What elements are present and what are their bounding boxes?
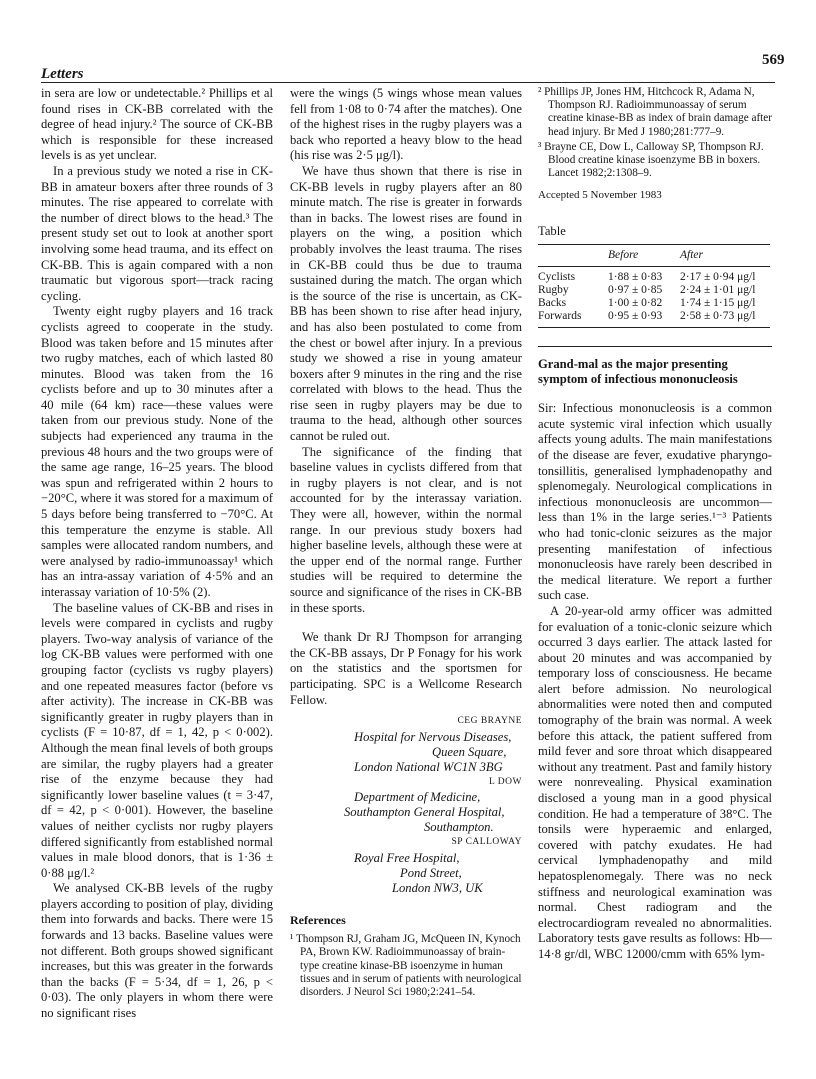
paragraph: In a previous study we noted a rise in CK-BB in amateur boxers after three rounds of 3 minutes. The rise appeared to correlate with the number of direct blows to the head.³ The present study set out to look at another sport involving some head trauma, and its effect on CK-BB. This is again compared with a non traumatic but vigorous sport—track racing cycling. [41, 163, 273, 303]
table-cell: Rugby [538, 284, 569, 297]
address-line: London National WC1N 3BG [354, 759, 503, 774]
paragraph: We have thus shown that there is rise in CK-BB levels in rugby players after an 80 minute match. The rise is greater in forwards than in backs. The lowest rises are found in players on the wing, a position which probably involves the least trauma. The rises in CK-BB could thus be due to trauma sustained during the match. The organ which is the source of the rise is uncertain, as CK-BB has been shown to rise after head injury, and has also been postulated to come from the chest or bowel after injury. In a previous study we showed a rise in young amateur boxers after 9 minutes in the ring and the rise correlated with blows to the head. Thus the rise seen in rugby players may be due to trauma to the head, although other sources cannot be ruled out. [290, 163, 522, 444]
table-header-row [538, 244, 770, 267]
paragraph: The significance of the finding that baseline values in cyclists differed from that in rugby players is not clear, and is not accounted for by the interassay variation. They were all, however, within the normal range. In our previous study boxers had higher baseline levels, although these were at the upper end of the normal range. Further studies will be required to determine the source and significance of the rises in CK-BB in these sports. [290, 444, 522, 615]
table-title: Table [538, 224, 566, 239]
paragraph: Sir: Infectious mononucleosis is a common acute systemic viral infection which usually affects young adults. The main manifestations of the disease are fever, exudative pharyngo-tonsillitis, generalised lymphadenopathy and splenomegaly. Neurological complications in infectious mononucleosis are uncommon—less than 1% in the large series.¹⁻³ Patients who had tonic-clonic seizures as the major presenting manifestation of infectious mononucleosis have rarely been described in the medical literature. We report a further such case. [538, 401, 772, 603]
article-title: Grand-mal as the major presenting symptom of infectious mononucleosis [538, 357, 738, 387]
table-cell: 0·97 ± 0·85 [608, 284, 663, 297]
reference-item: ² Phillips JP, Jones HM, Hitchcock R, Adama N, Thompson RJ. Radioimmunoassay of serum creatine kinase-BB as index of brain damage after head injury. Br Med J 1980;281:777–9. [538, 86, 772, 138]
table-cell: 1·00 ± 0·82 [608, 297, 663, 310]
table-cell: 0·95 ± 0·93 [608, 310, 680, 328]
paragraph: We analysed CK-BB levels of the rugby players according to position of play, dividing them into forwards and backs. There were 15 forwards and 13 backs. Baseline values were not different. Both groups showed significant increases, but this was greater in the forwards than the backs (F = 5·34, df = 1, 26, p < 0·03). The only players in whom there were no significant rises [41, 881, 273, 1021]
address-line: Pond Street, [400, 865, 462, 880]
reference-item: ¹ Thompson RJ, Graham JG, McQueen IN, Kynoch PA, Brown KW. Radioimmunoassay of brain-type creatine kinase-BB isoenzyme in human tissues and in serum of patients with neurological disorders. J Neurol Sci 1980;2:241–54. [290, 933, 522, 998]
column-2 [290, 86, 522, 1001]
paragraph: A 20-year-old army officer was admitted for evaluation of a tonic-clonic seizure which occurred 3 days earlier. The attack lasted for about 20 minutes and was accompanied by temporary loss of consciousness. He became alert before admission. No neurological abnormalities were noted then and computed tomography of the brain was normal. A week before this attack, the patient suffered from mild fever and sore throat which disappeared without any treatment. Past and family history were nonrevealing. Physical examination disclosed a young man in a good physical condition. He had a temperature of 38°C. The tonsils were hyperaemic and enlarged, covered with patchy exudates. He had cervical lymphadenopathy and mild hepatosplenomegaly. There was no neck stiffness and neurological examination was normal. Chest radiogram and the electrocardiogram revealed no abnormalities. Laboratory tests gave results as follows: Hb—14·8 gr/dl, WBC 12000/cmm with 65% lym- [538, 603, 772, 961]
address-line: Queen Square, [432, 744, 507, 759]
page-number: 569 [762, 52, 785, 68]
author-name: SP CALLOWAY [451, 837, 522, 848]
header-rule [41, 82, 775, 83]
article-divider [538, 346, 772, 347]
paragraph: Twenty eight rugby players and 16 track cyclists agreed to cooperate in the study. Blood was taken before and 15 minutes after two rugby matches, each of which lasted 80 minutes. Blood was taken from the 16 cyclists before and up to 30 minutes after a 40 mile (64 km) race—these values were taken from our previous study. None of the subjects had experienced any trauma in the previous 48 hours and the two groups were of the same age range, 16–25 years. The blood was spun and refrigerated within 2 hours to −20°C, where it was stored for a maximum of 5 days before being transferred to −70°C. At this temperature the enzyme is stable. All samples were allocated random numbers, and were analysed by radio-immunoassay¹ which has an intra-assay variation of 4·5% and an interassay variation of 10·5% (2). [41, 304, 273, 599]
paragraph: in sera are low or undetectable.² Phillips et al found rises in CK-BB correlated with the degree of head injury.² The source of CK-BB which is responsible for these increased levels is as yet unclear. [41, 86, 273, 163]
acknowledgement: We thank Dr RJ Thompson for arranging the CK-BB assays, Dr P Fonagy for his work on the statistics and the sportsmen for participating. SPC is a Wellcome Research Fellow. [290, 630, 522, 707]
address-line: Royal Free Hospital, [354, 850, 460, 865]
table-row [538, 297, 770, 310]
references-heading: References [290, 912, 346, 927]
references-continued [538, 86, 772, 180]
table-cell: 1·88 ± 0·83 [608, 271, 663, 284]
author-name: L DOW [488, 776, 522, 787]
reference-item: ³ Brayne CE, Dow L, Calloway SP, Thompson RJ. Blood creatine kinase isoenzyme BB in boxers. Lancet 1982;2:1308–9. [538, 140, 764, 180]
address-line: Southampton. [424, 820, 494, 835]
table-cell: 2·17 ± 0·94 μg/l [680, 271, 756, 284]
paragraph: The baseline values of CK-BB and rises in levels were compared in cyclists and rugby players. Two-way analysis of variance of the log CK-BB values were performed with one grouping factor (cyclists vs rugby players) and one repeated measures factor (before vs after activity). The increase in CK-BB was significantly greater in rugby players than in cyclists (F = 10·87, df = 1, 42, p < 0·002). Although the mean final levels of both groups are similar, the rugby players had a greater rise of the enzyme because they had significantly lower baseline values (t = 3·47, df = 42, p < 0·001). However, the baseline values of neither cyclists nor rugby players differed significantly from established normal values in male blood donors, that is 1·36 ± 0·88 μg/l.² [41, 600, 273, 880]
table-cell: 2·58 ± 0·73 μg/l [680, 310, 770, 328]
address-line: London NW3, UK [392, 880, 483, 895]
author-affiliation [290, 851, 522, 896]
table-cell: 2·24 ± 1·01 μg/l [680, 284, 756, 297]
address-line: Hospital for Nervous Diseases, [354, 729, 512, 744]
table-header: After [680, 244, 770, 267]
references [290, 914, 522, 999]
table-header: Before [608, 244, 680, 267]
section-header: Letters [41, 66, 84, 82]
table-cell: Backs [538, 297, 567, 310]
author-affiliation [290, 730, 522, 775]
column-1 [41, 86, 273, 1022]
address-line: Southampton General Hospital, [344, 805, 505, 820]
table-row [538, 310, 770, 328]
accepted-date: Accepted 5 November 1983 [538, 189, 662, 202]
address-line: Department of Medicine, [354, 790, 481, 805]
table-cell: 1·74 ± 1·15 μg/l [680, 297, 756, 310]
table-row [538, 284, 770, 297]
column-3 [538, 86, 772, 963]
paragraph: were the wings (5 wings whose mean values fell from 1·08 to 0·74 after the matches). One of the highest rises in the rugby players was a back who reported a heavy blow to the head (his rise was 2·5 μg/l). [290, 86, 522, 163]
author-name: CEG BRAYNE [457, 716, 522, 727]
table-cell: Cyclists [538, 271, 576, 284]
results-table [538, 244, 770, 329]
author-affiliation [290, 790, 522, 835]
table-header [538, 244, 608, 267]
table-cell: Forwards [538, 310, 608, 328]
table-row [538, 267, 770, 285]
